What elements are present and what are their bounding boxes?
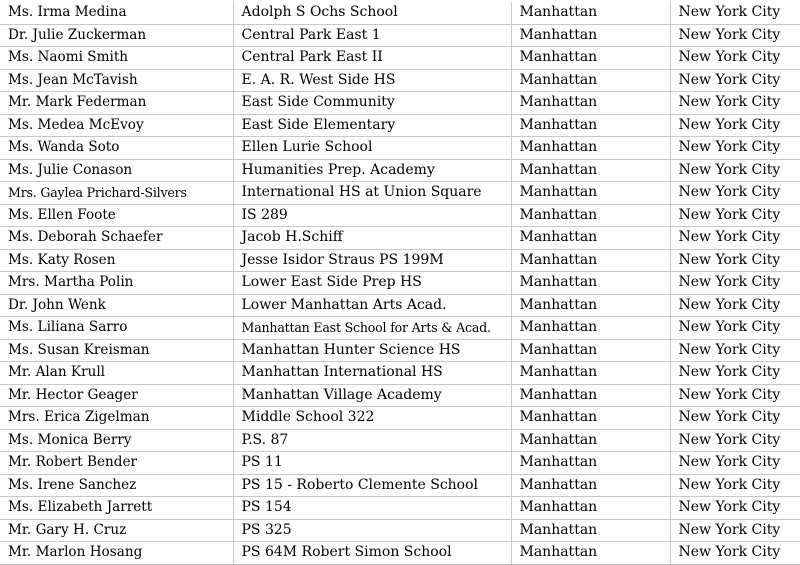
school-cell: P.S. 87 bbox=[233, 429, 511, 452]
school-cell: East Side Community bbox=[233, 92, 511, 115]
city-cell: New York City bbox=[670, 294, 800, 317]
name-cell: Ms. Jean McTavish bbox=[0, 69, 233, 92]
school-cell: East Side Elementary bbox=[233, 114, 511, 137]
table-row bbox=[0, 407, 800, 430]
name-cell: Mr. Mark Federman bbox=[0, 92, 233, 115]
table-row bbox=[0, 497, 800, 520]
table-row bbox=[0, 272, 800, 295]
borough-cell: Manhattan bbox=[511, 362, 670, 385]
table-row bbox=[0, 159, 800, 182]
school-cell: Lower East Side Prep HS bbox=[233, 272, 511, 295]
school-cell: Jacob H.Schiff bbox=[233, 227, 511, 250]
table-row bbox=[0, 362, 800, 385]
borough-cell: Manhattan bbox=[511, 249, 670, 272]
name-cell: Mrs. Erica Zigelman bbox=[0, 407, 233, 430]
name-cell: Dr. Julie Zuckerman bbox=[0, 24, 233, 47]
school-cell: International HS at Union Square bbox=[233, 182, 511, 205]
city-cell: New York City bbox=[670, 182, 800, 205]
table-row bbox=[0, 339, 800, 362]
city-cell: New York City bbox=[670, 474, 800, 497]
city-cell: New York City bbox=[670, 384, 800, 407]
table-row bbox=[0, 294, 800, 317]
name-cell: Ms. Julie Conason bbox=[0, 159, 233, 182]
table-row bbox=[0, 47, 800, 70]
name-cell: Mr. Robert Bender bbox=[0, 452, 233, 475]
borough-cell: Manhattan bbox=[511, 182, 670, 205]
name-cell: Ms. Susan Kreisman bbox=[0, 339, 233, 362]
table-body bbox=[0, 2, 800, 564]
name-cell: Mr. Alan Krull bbox=[0, 362, 233, 385]
city-cell: New York City bbox=[670, 249, 800, 272]
borough-cell: Manhattan bbox=[511, 294, 670, 317]
table-row bbox=[0, 204, 800, 227]
table-row bbox=[0, 542, 800, 565]
borough-cell: Manhattan bbox=[511, 474, 670, 497]
school-cell: PS 11 bbox=[233, 452, 511, 475]
city-cell: New York City bbox=[670, 2, 800, 24]
table-row bbox=[0, 182, 800, 205]
school-cell: Manhattan International HS bbox=[233, 362, 511, 385]
name-cell: Mrs. Martha Polin bbox=[0, 272, 233, 295]
city-cell: New York City bbox=[670, 92, 800, 115]
table-row bbox=[0, 24, 800, 47]
city-cell: New York City bbox=[670, 114, 800, 137]
city-cell: New York City bbox=[670, 542, 800, 565]
table-row bbox=[0, 249, 800, 272]
city-cell: New York City bbox=[670, 272, 800, 295]
city-cell: New York City bbox=[670, 339, 800, 362]
name-cell: Ms. Wanda Soto bbox=[0, 137, 233, 160]
school-cell: Adolph S Ochs School bbox=[233, 2, 511, 24]
school-cell: PS 15 - Roberto Clemente School bbox=[233, 474, 511, 497]
name-cell: Dr. John Wenk bbox=[0, 294, 233, 317]
city-cell: New York City bbox=[670, 24, 800, 47]
borough-cell: Manhattan bbox=[511, 497, 670, 520]
table-row bbox=[0, 519, 800, 542]
school-cell: PS 64M Robert Simon School bbox=[233, 542, 511, 565]
school-cell: Manhattan Hunter Science HS bbox=[233, 339, 511, 362]
school-cell: Jesse Isidor Straus PS 199M bbox=[233, 249, 511, 272]
borough-cell: Manhattan bbox=[511, 204, 670, 227]
borough-cell: Manhattan bbox=[511, 159, 670, 182]
table-row bbox=[0, 92, 800, 115]
contacts-table bbox=[0, 2, 800, 565]
school-cell: Ellen Lurie School bbox=[233, 137, 511, 160]
name-cell: Ms. Irma Medina bbox=[0, 2, 233, 24]
name-cell: Ms. Irene Sanchez bbox=[0, 474, 233, 497]
city-cell: New York City bbox=[670, 519, 800, 542]
school-cell: Middle School 322 bbox=[233, 407, 511, 430]
borough-cell: Manhattan bbox=[511, 542, 670, 565]
borough-cell: Manhattan bbox=[511, 272, 670, 295]
city-cell: New York City bbox=[670, 159, 800, 182]
city-cell: New York City bbox=[670, 69, 800, 92]
borough-cell: Manhattan bbox=[511, 407, 670, 430]
borough-cell: Manhattan bbox=[511, 519, 670, 542]
school-cell: Lower Manhattan Arts Acad. bbox=[233, 294, 511, 317]
borough-cell: Manhattan bbox=[511, 24, 670, 47]
borough-cell: Manhattan bbox=[511, 429, 670, 452]
borough-cell: Manhattan bbox=[511, 339, 670, 362]
name-cell: Ms. Deborah Schaefer bbox=[0, 227, 233, 250]
name-cell: Ms. Monica Berry bbox=[0, 429, 233, 452]
city-cell: New York City bbox=[670, 204, 800, 227]
city-cell: New York City bbox=[670, 47, 800, 70]
city-cell: New York City bbox=[670, 362, 800, 385]
table-row bbox=[0, 317, 800, 340]
school-cell: E. A. R. West Side HS bbox=[233, 69, 511, 92]
borough-cell: Manhattan bbox=[511, 452, 670, 475]
school-cell: IS 289 bbox=[233, 204, 511, 227]
city-cell: New York City bbox=[670, 137, 800, 160]
city-cell: New York City bbox=[670, 452, 800, 475]
table-row bbox=[0, 69, 800, 92]
school-cell: Central Park East 1 bbox=[233, 24, 511, 47]
city-cell: New York City bbox=[670, 407, 800, 430]
city-cell: New York City bbox=[670, 317, 800, 340]
borough-cell: Manhattan bbox=[511, 92, 670, 115]
school-cell: Manhattan Village Academy bbox=[233, 384, 511, 407]
borough-cell: Manhattan bbox=[511, 69, 670, 92]
table-row bbox=[0, 474, 800, 497]
borough-cell: Manhattan bbox=[511, 227, 670, 250]
table-row bbox=[0, 2, 800, 24]
name-cell: Ms. Medea McEvoy bbox=[0, 114, 233, 137]
school-cell: Manhattan East School for Arts & Acad. bbox=[233, 317, 511, 340]
name-cell: Ms. Liliana Sarro bbox=[0, 317, 233, 340]
name-cell: Ms. Elizabeth Jarrett bbox=[0, 497, 233, 520]
name-cell: Mr. Gary H. Cruz bbox=[0, 519, 233, 542]
table-row bbox=[0, 452, 800, 475]
name-cell: Mrs. Gaylea Prichard-Silvers bbox=[0, 182, 233, 205]
school-cell: Humanities Prep. Academy bbox=[233, 159, 511, 182]
borough-cell: Manhattan bbox=[511, 137, 670, 160]
borough-cell: Manhattan bbox=[511, 317, 670, 340]
name-cell: Mr. Hector Geager bbox=[0, 384, 233, 407]
city-cell: New York City bbox=[670, 497, 800, 520]
name-cell: Ms. Naomi Smith bbox=[0, 47, 233, 70]
city-cell: New York City bbox=[670, 429, 800, 452]
borough-cell: Manhattan bbox=[511, 384, 670, 407]
school-cell: PS 325 bbox=[233, 519, 511, 542]
borough-cell: Manhattan bbox=[511, 47, 670, 70]
borough-cell: Manhattan bbox=[511, 114, 670, 137]
table-row bbox=[0, 114, 800, 137]
school-cell: Central Park East II bbox=[233, 47, 511, 70]
table-row bbox=[0, 429, 800, 452]
name-cell: Mr. Marlon Hosang bbox=[0, 542, 233, 565]
table-row bbox=[0, 137, 800, 160]
borough-cell: Manhattan bbox=[511, 2, 670, 24]
school-cell: PS 154 bbox=[233, 497, 511, 520]
city-cell: New York City bbox=[670, 227, 800, 250]
table-row bbox=[0, 384, 800, 407]
table-row bbox=[0, 227, 800, 250]
name-cell: Ms. Ellen Foote bbox=[0, 204, 233, 227]
name-cell: Ms. Katy Rosen bbox=[0, 249, 233, 272]
